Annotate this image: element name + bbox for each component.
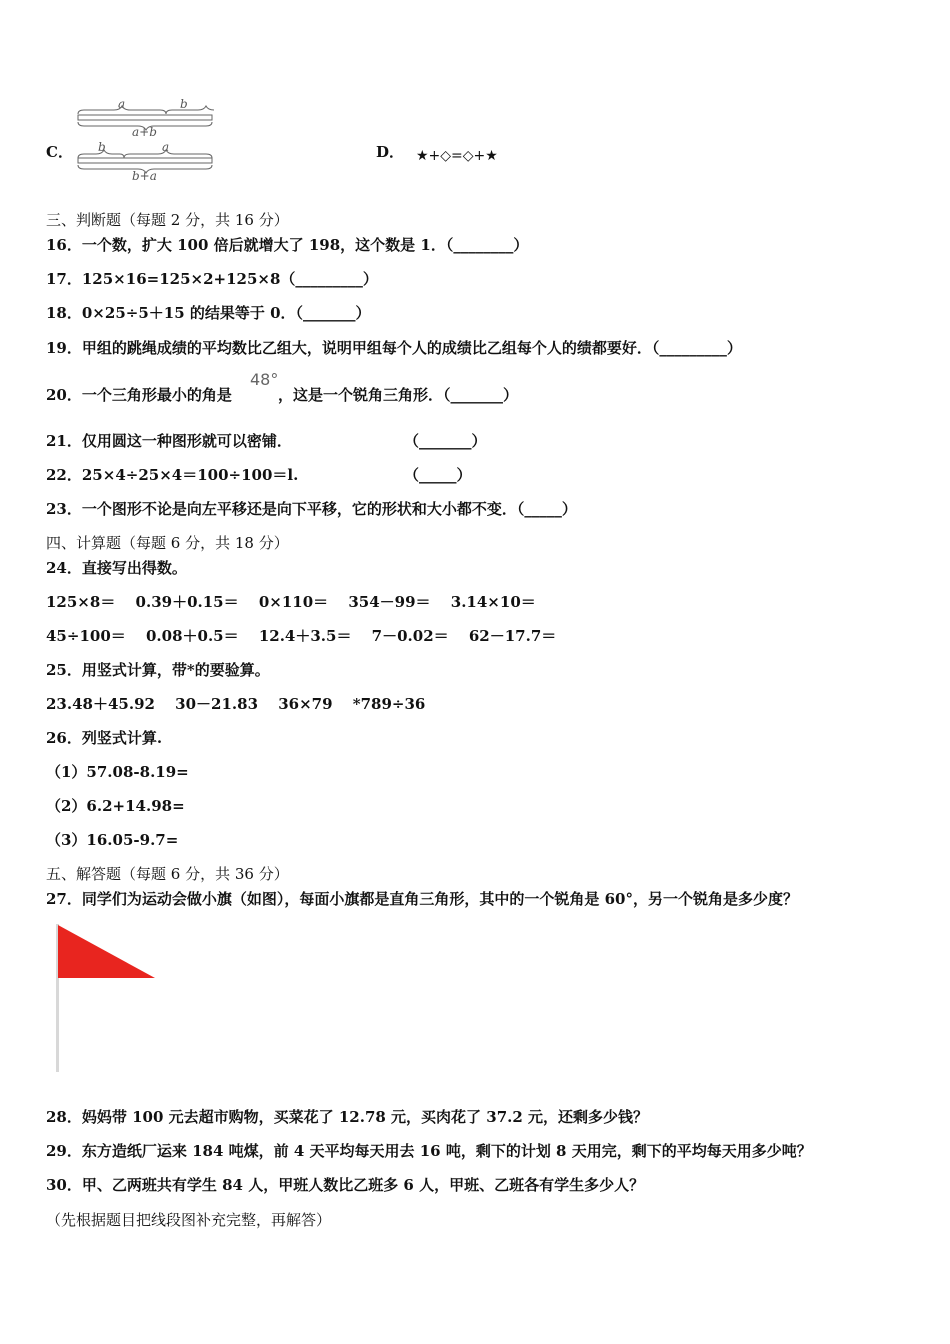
option-d-label: D． [376,143,405,161]
section5-heading: 五、解答题（每题 6 分，共 36 分） [46,865,289,883]
question-25-items: 23.48＋45.92 30－21.83 36×79 *789÷36 [46,695,426,713]
question-26-3: （3）16.05-9.7= [46,831,179,849]
label-bot-b: b [98,140,106,154]
section3-heading: 三、判断题（每题 2 分，共 16 分） [46,211,289,229]
label-top-b: b [180,97,188,111]
question-26: 26．列竖式计算. [46,729,163,747]
question-28: 28．妈妈带 100 元去超市购物，买菜花了 12.78 元，买肉花了 37.2 元，还剩多少钱？ [46,1108,649,1126]
flag-figure [50,920,160,1075]
option-c-label: C． [46,143,73,161]
label-bot-a: a [162,140,170,154]
question-26-1: （1）57.08-8.19= [46,763,189,781]
label-top-a: a [118,97,126,111]
segment-diagram-c [74,96,216,182]
question-25: 25．用竖式计算，带*的要验算。 [46,661,270,679]
option-d-equation: ★+◇=◇+★ [416,148,498,164]
question-21-blank: （_______） [404,432,487,450]
calc-row-2: 45÷100＝ 0.08＋0.5＝ 12.4＋3.5＝ 7－0.02＝ 62－17.7＝ [46,627,557,645]
question-24: 24．直接写出得数。 [46,559,187,577]
label-top-sum: a+b [132,125,157,139]
question-21: 21．仅用圆这一种图形就可以密铺． [46,432,292,450]
question-22: 22．25×4÷25×4＝100÷100＝l. [46,466,299,484]
question-23: 23．一个图形不论是向左平移还是向下平移，它的形状和大小都不变．（_____） [46,500,577,518]
question-17: 17．125×16=125×2+125×8（_________） [46,270,378,288]
section4-heading: 四、计算题（每题 6 分，共 18 分） [46,534,289,552]
question-26-2: （2）6.2+14.98= [46,797,185,815]
question-27: 27．同学们为运动会做小旗（如图），每面小旗都是直角三角形，其中的一个锐角是 60°，另一个锐角是多少度？ [46,890,798,908]
question-20-start: 20．一个三角形最小的角是 [46,386,232,404]
question-16: 16．一个数，扩大 100 倍后就增大了 198，这个数是 1．（________） [46,236,529,254]
question-30: 30．甲、乙两班共有学生 84 人，甲班人数比乙班多 6 人，甲班、乙班各有学生多少人？ [46,1176,645,1194]
question-22-blank: （_____） [404,466,472,484]
question-29: 29．东方造纸厂运来 184 吨煤，前 4 天平均每天用去 16 吨，剩下的计划 8 天用完，剩下的平均每天用多少吨？ [46,1142,812,1160]
question-20-end: ，这是一个锐角三角形．（_______） [278,386,519,404]
flag-triangle [58,925,155,978]
question-18: 18．0×25÷5＋15 的结果等于 0．（_______） [46,304,371,322]
question-30-note: （先根据题目把线段图补充完整，再解答） [46,1211,332,1229]
question-19: 19．甲组的跳绳成绩的平均数比乙组大，说明甲组每个人的成绩比乙组每个人的绩都要好．（_________） [46,339,742,357]
label-bot-sum: b+a [132,169,157,182]
angle-48-figure: 48° [250,370,279,389]
calc-row-1: 125×8＝ 0.39＋0.15＝ 0×110＝ 354－99＝ 3.14×10＝ [46,593,536,611]
